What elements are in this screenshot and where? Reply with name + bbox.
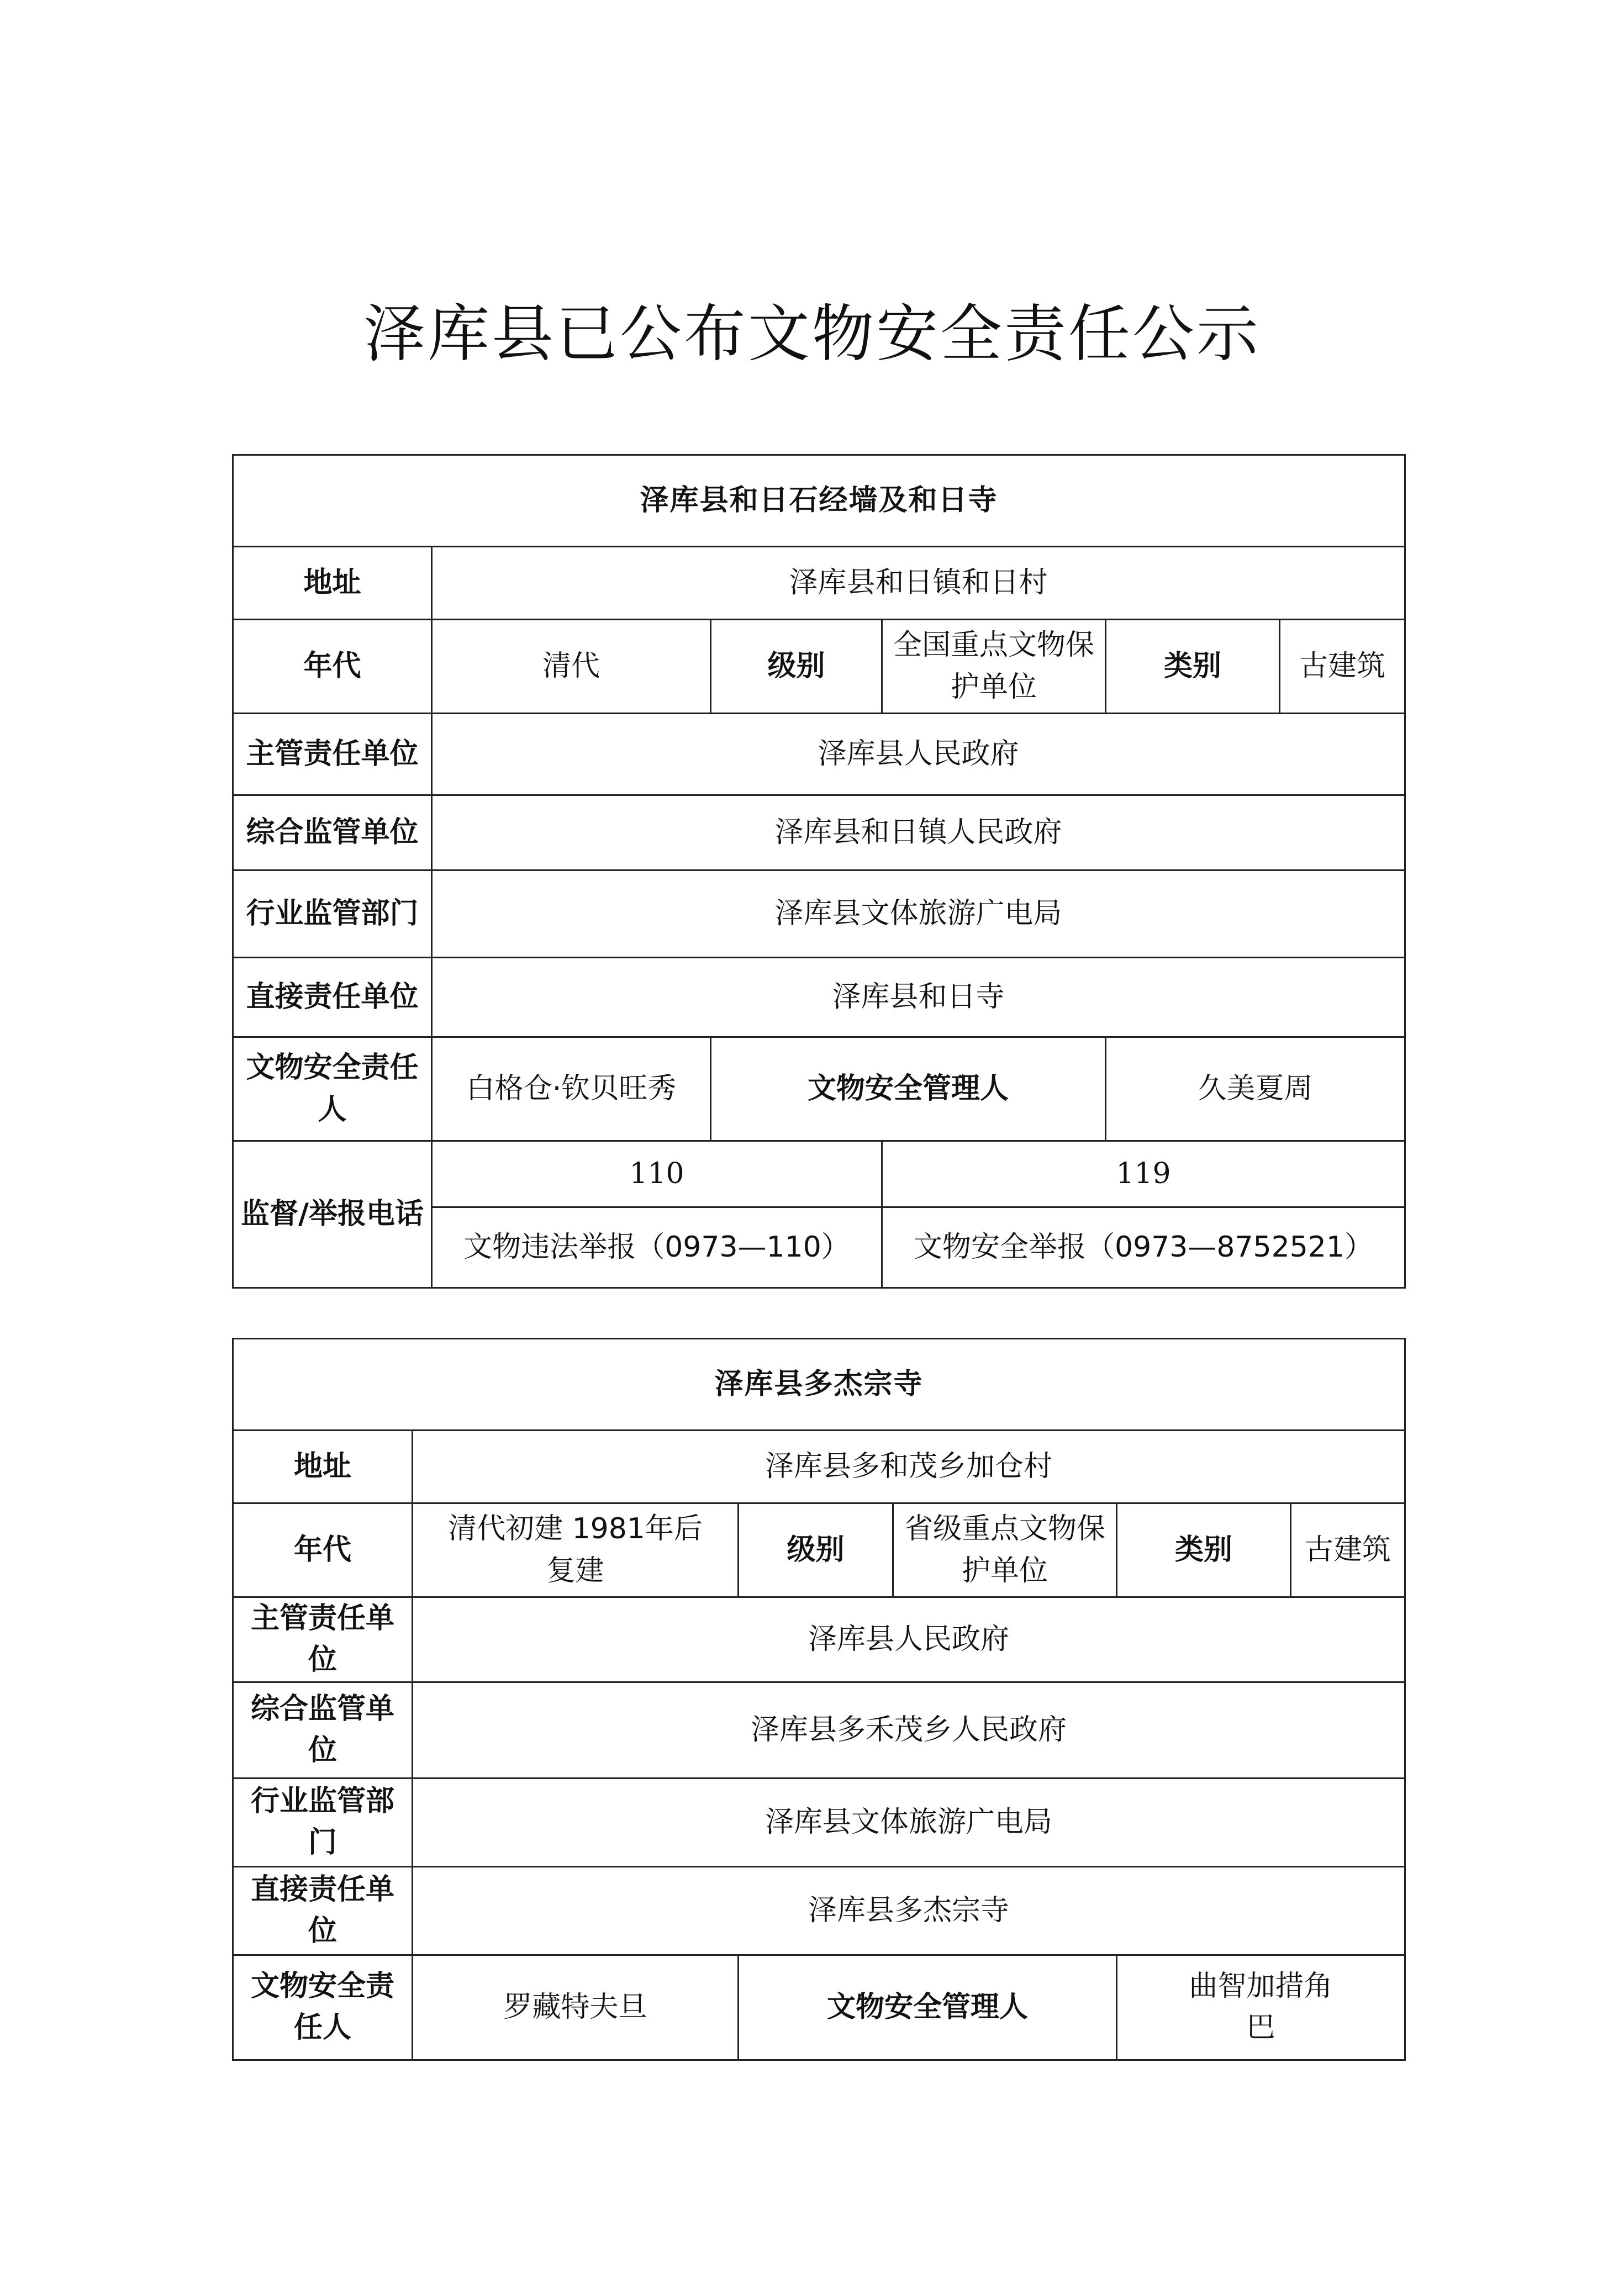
- safety-manager-label: 文物安全管理人: [711, 1037, 1106, 1141]
- safety-responsible-label: 文物安全责任人: [233, 1955, 413, 2060]
- hotline-report-1: 文物违法举报（0973—110）: [432, 1207, 882, 1288]
- page-title: 泽库县已公布文物安全责任公示: [363, 298, 1261, 370]
- era-value: 清代初建 1981年后复建: [413, 1503, 739, 1597]
- category-value: 古建筑: [1280, 620, 1405, 714]
- safety-responsible-value: 罗藏特夫旦: [413, 1955, 739, 2060]
- safety-manager-value: 久美夏周: [1106, 1037, 1405, 1141]
- level-value: 全国重点文物保护单位: [882, 620, 1106, 714]
- industry-dept-value: 泽库县文体旅游广电局: [432, 870, 1405, 958]
- competent-unit-label: 主管责任单位: [233, 1597, 413, 1682]
- safety-manager-value: 曲智加措角巴: [1117, 1955, 1405, 2060]
- comprehensive-unit-value: 泽库县多禾茂乡人民政府: [413, 1682, 1405, 1778]
- industry-dept-label: 行业监管部门: [233, 1778, 413, 1866]
- address-label: 地址: [233, 1431, 413, 1503]
- era-label: 年代: [233, 620, 432, 714]
- era-value: 清代: [432, 620, 711, 714]
- direct-unit-label: 直接责任单位: [233, 958, 432, 1037]
- comprehensive-unit-label: 综合监管单位: [233, 795, 432, 870]
- direct-unit-value: 泽库县和日寺: [432, 958, 1405, 1037]
- address-value: 泽库县多和茂乡加仓村: [413, 1431, 1405, 1503]
- era-label: 年代: [233, 1503, 413, 1597]
- hotline-phone-1: 110: [432, 1141, 882, 1207]
- category-value: 古建筑: [1291, 1503, 1405, 1597]
- level-value: 省级重点文物保护单位: [893, 1503, 1117, 1597]
- hotline-phone-2: 119: [882, 1141, 1405, 1207]
- competent-unit-value: 泽库县人民政府: [413, 1597, 1405, 1682]
- safety-responsible-label: 文物安全责任人: [233, 1037, 432, 1141]
- competent-unit-value: 泽库县人民政府: [432, 714, 1405, 795]
- record-title: 泽库县和日石经墙及和日寺: [233, 455, 1405, 547]
- safety-manager-label: 文物安全管理人: [739, 1955, 1117, 2060]
- record-table-2: [232, 1338, 1406, 2061]
- safety-responsible-value: 白格仓·钦贝旺秀: [432, 1037, 711, 1141]
- industry-dept-value: 泽库县文体旅游广电局: [413, 1778, 1405, 1866]
- competent-unit-label: 主管责任单位: [233, 714, 432, 795]
- direct-unit-value: 泽库县多杰宗寺: [413, 1866, 1405, 1955]
- comprehensive-unit-value: 泽库县和日镇人民政府: [432, 795, 1405, 870]
- record-table-1: [232, 454, 1406, 1289]
- category-label: 类别: [1106, 620, 1280, 714]
- hotline-label: 监督/举报电话: [233, 1141, 432, 1288]
- industry-dept-label: 行业监管部门: [233, 870, 432, 958]
- comprehensive-unit-label: 综合监管单位: [233, 1682, 413, 1778]
- level-label: 级别: [711, 620, 882, 714]
- direct-unit-label: 直接责任单位: [233, 1866, 413, 1955]
- hotline-report-2: 文物安全举报（0973—8752521）: [882, 1207, 1405, 1288]
- record-title: 泽库县多杰宗寺: [233, 1339, 1405, 1431]
- address-value: 泽库县和日镇和日村: [432, 547, 1405, 620]
- address-label: 地址: [233, 547, 432, 620]
- category-label: 类别: [1117, 1503, 1291, 1597]
- level-label: 级别: [739, 1503, 893, 1597]
